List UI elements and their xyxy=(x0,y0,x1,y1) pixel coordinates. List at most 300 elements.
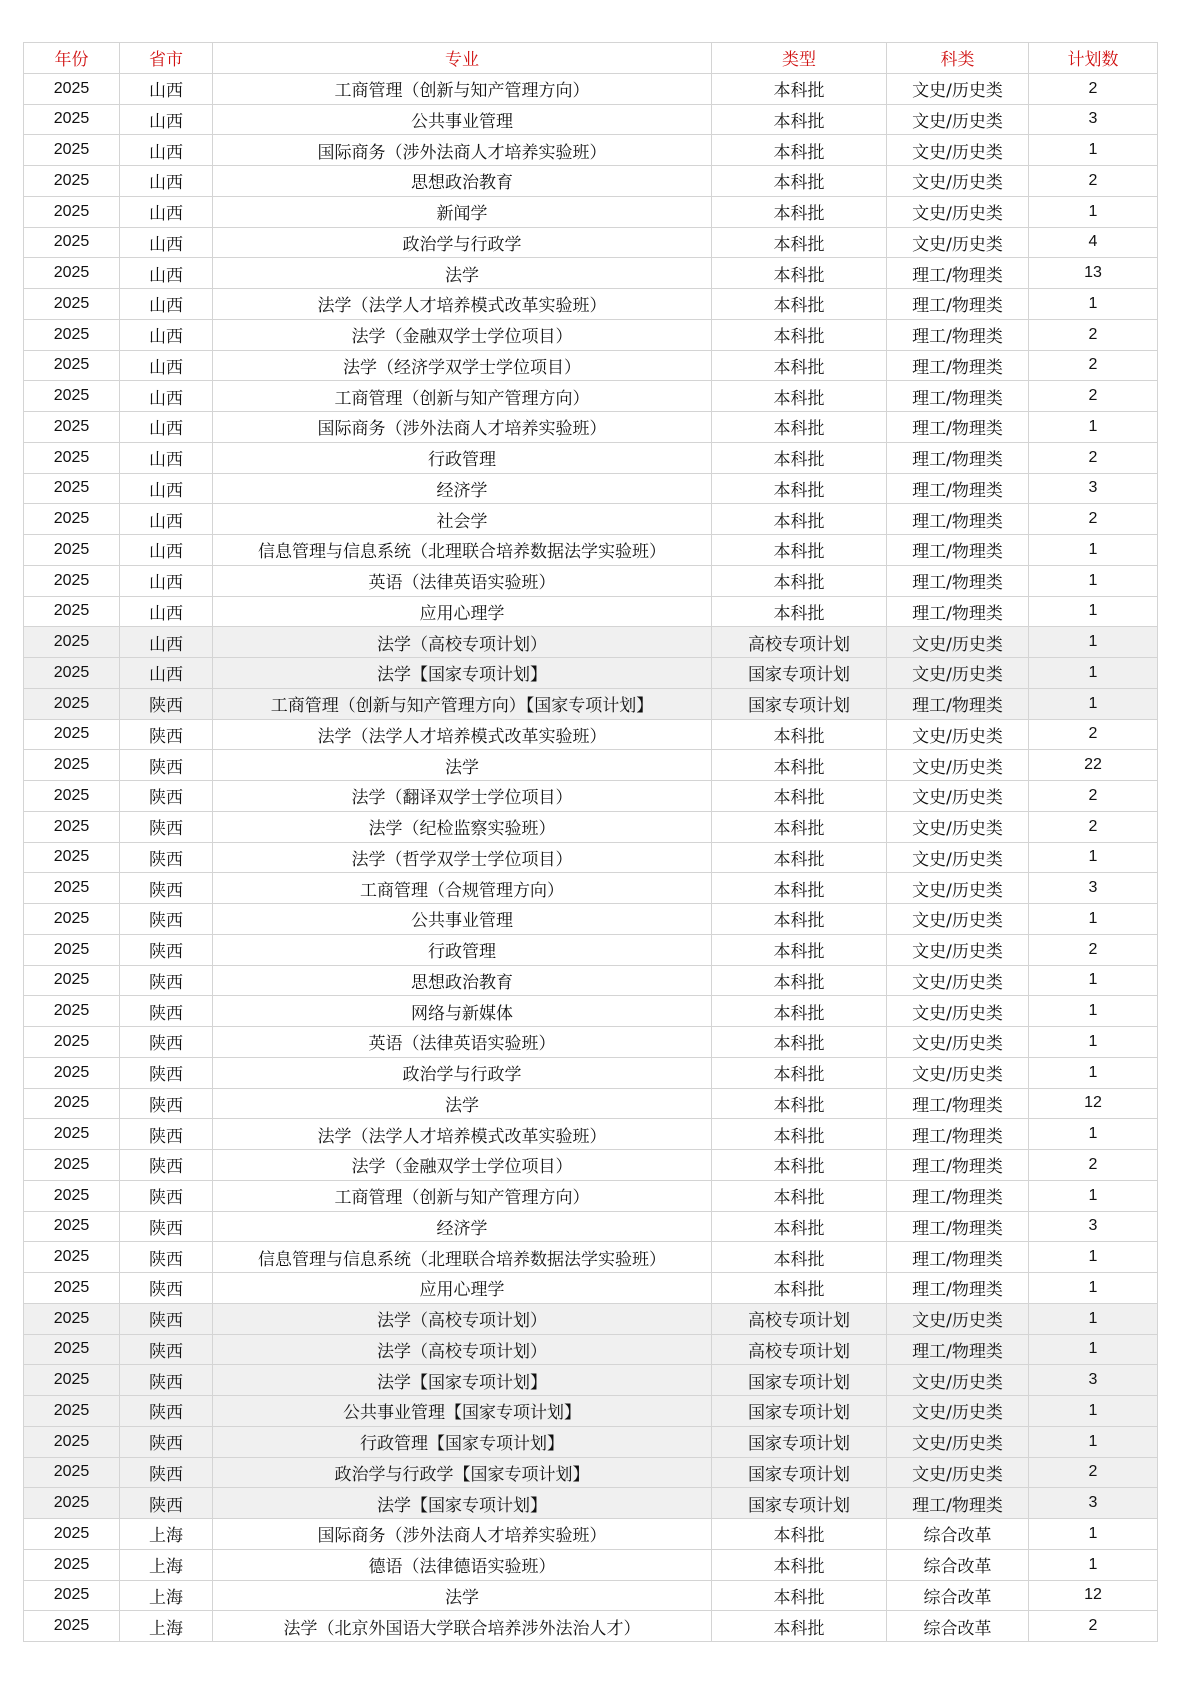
cell-province: 上海 xyxy=(120,1519,213,1550)
cell-type: 本科批 xyxy=(712,504,887,535)
cell-type: 国家专项计划 xyxy=(712,1426,887,1457)
cell-major: 国际商务（涉外法商人才培养实验班） xyxy=(213,135,712,166)
table-row xyxy=(24,350,1158,381)
cell-category: 综合改革 xyxy=(887,1580,1029,1611)
cell-category: 理工/物理类 xyxy=(887,350,1029,381)
cell-province: 陕西 xyxy=(120,719,213,750)
cell-type: 本科批 xyxy=(712,135,887,166)
table-row xyxy=(24,196,1158,227)
cell-plan-count: 3 xyxy=(1029,873,1158,904)
cell-plan-count: 1 xyxy=(1029,1273,1158,1304)
cell-year: 2025 xyxy=(24,196,120,227)
cell-type: 本科批 xyxy=(712,104,887,135)
cell-province: 陕西 xyxy=(120,904,213,935)
cell-year: 2025 xyxy=(24,1180,120,1211)
cell-year: 2025 xyxy=(24,873,120,904)
cell-plan-count: 2 xyxy=(1029,934,1158,965)
cell-plan-count: 1 xyxy=(1029,535,1158,566)
cell-type: 国家专项计划 xyxy=(712,658,887,689)
cell-category: 文史/历史类 xyxy=(887,965,1029,996)
table-row xyxy=(24,811,1158,842)
table-row xyxy=(24,104,1158,135)
cell-type: 本科批 xyxy=(712,781,887,812)
cell-type: 本科批 xyxy=(712,1519,887,1550)
cell-category: 理工/物理类 xyxy=(887,1180,1029,1211)
table-row xyxy=(24,904,1158,935)
cell-year: 2025 xyxy=(24,627,120,658)
cell-type: 本科批 xyxy=(712,166,887,197)
table-row xyxy=(24,1457,1158,1488)
cell-year: 2025 xyxy=(24,1488,120,1519)
table-row xyxy=(24,135,1158,166)
cell-plan-count: 1 xyxy=(1029,1057,1158,1088)
cell-category: 文史/历史类 xyxy=(887,1027,1029,1058)
cell-plan-count: 22 xyxy=(1029,750,1158,781)
cell-type: 本科批 xyxy=(712,719,887,750)
cell-major: 法学（哲学双学士学位项目） xyxy=(213,842,712,873)
table-row xyxy=(24,73,1158,104)
cell-year: 2025 xyxy=(24,258,120,289)
cell-category: 理工/物理类 xyxy=(887,1119,1029,1150)
cell-major: 工商管理（创新与知产管理方向） xyxy=(213,1180,712,1211)
cell-year: 2025 xyxy=(24,442,120,473)
cell-type: 本科批 xyxy=(712,412,887,443)
cell-plan-count: 2 xyxy=(1029,1150,1158,1181)
cell-province: 陕西 xyxy=(120,1365,213,1396)
cell-plan-count: 1 xyxy=(1029,196,1158,227)
cell-plan-count: 2 xyxy=(1029,381,1158,412)
cell-year: 2025 xyxy=(24,1519,120,1550)
cell-province: 陕西 xyxy=(120,996,213,1027)
cell-year: 2025 xyxy=(24,750,120,781)
cell-major: 经济学 xyxy=(213,1211,712,1242)
cell-type: 本科批 xyxy=(712,535,887,566)
cell-year: 2025 xyxy=(24,135,120,166)
cell-category: 文史/历史类 xyxy=(887,196,1029,227)
cell-year: 2025 xyxy=(24,289,120,320)
cell-plan-count: 1 xyxy=(1029,565,1158,596)
cell-category: 文史/历史类 xyxy=(887,1057,1029,1088)
cell-type: 本科批 xyxy=(712,1088,887,1119)
table-row xyxy=(24,873,1158,904)
cell-type: 国家专项计划 xyxy=(712,1488,887,1519)
cell-major: 公共事业管理【国家专项计划】 xyxy=(213,1396,712,1427)
cell-major: 思想政治教育 xyxy=(213,965,712,996)
cell-province: 山西 xyxy=(120,227,213,258)
cell-year: 2025 xyxy=(24,166,120,197)
cell-category: 理工/物理类 xyxy=(887,1150,1029,1181)
table-row xyxy=(24,473,1158,504)
cell-plan-count: 1 xyxy=(1029,289,1158,320)
cell-year: 2025 xyxy=(24,1273,120,1304)
cell-category: 理工/物理类 xyxy=(887,1242,1029,1273)
cell-plan-count: 1 xyxy=(1029,1549,1158,1580)
cell-year: 2025 xyxy=(24,104,120,135)
table-row xyxy=(24,627,1158,658)
cell-year: 2025 xyxy=(24,1211,120,1242)
header-type: 类型 xyxy=(712,43,887,74)
table-row xyxy=(24,319,1158,350)
table-body xyxy=(24,73,1158,1641)
cell-type: 本科批 xyxy=(712,750,887,781)
cell-plan-count: 2 xyxy=(1029,719,1158,750)
table-row xyxy=(24,965,1158,996)
cell-major: 法学 xyxy=(213,750,712,781)
cell-category: 文史/历史类 xyxy=(887,842,1029,873)
cell-category: 文史/历史类 xyxy=(887,1426,1029,1457)
cell-type: 本科批 xyxy=(712,258,887,289)
cell-province: 陕西 xyxy=(120,1242,213,1273)
cell-plan-count: 3 xyxy=(1029,104,1158,135)
cell-type: 本科批 xyxy=(712,1580,887,1611)
cell-province: 陕西 xyxy=(120,1457,213,1488)
table-row xyxy=(24,1150,1158,1181)
table-row xyxy=(24,1027,1158,1058)
cell-province: 山西 xyxy=(120,350,213,381)
cell-major: 法学【国家专项计划】 xyxy=(213,1488,712,1519)
cell-type: 高校专项计划 xyxy=(712,1303,887,1334)
cell-category: 文史/历史类 xyxy=(887,1365,1029,1396)
cell-category: 理工/物理类 xyxy=(887,319,1029,350)
cell-province: 陕西 xyxy=(120,1488,213,1519)
cell-plan-count: 3 xyxy=(1029,1211,1158,1242)
cell-category: 文史/历史类 xyxy=(887,104,1029,135)
table-row xyxy=(24,1488,1158,1519)
cell-province: 陕西 xyxy=(120,750,213,781)
cell-province: 山西 xyxy=(120,535,213,566)
cell-category: 文史/历史类 xyxy=(887,166,1029,197)
cell-major: 国际商务（涉外法商人才培养实验班） xyxy=(213,412,712,443)
cell-major: 公共事业管理 xyxy=(213,904,712,935)
cell-plan-count: 1 xyxy=(1029,1242,1158,1273)
cell-major: 应用心理学 xyxy=(213,596,712,627)
cell-province: 山西 xyxy=(120,627,213,658)
cell-year: 2025 xyxy=(24,412,120,443)
table-row xyxy=(24,781,1158,812)
cell-major: 政治学与行政学 xyxy=(213,227,712,258)
cell-type: 国家专项计划 xyxy=(712,1457,887,1488)
table-row xyxy=(24,442,1158,473)
cell-plan-count: 2 xyxy=(1029,504,1158,535)
table-row xyxy=(24,996,1158,1027)
cell-province: 陕西 xyxy=(120,1150,213,1181)
cell-year: 2025 xyxy=(24,1334,120,1365)
cell-type: 本科批 xyxy=(712,289,887,320)
header-province: 省市 xyxy=(120,43,213,74)
table-row xyxy=(24,166,1158,197)
cell-year: 2025 xyxy=(24,1365,120,1396)
table-row xyxy=(24,412,1158,443)
cell-type: 本科批 xyxy=(712,1242,887,1273)
cell-category: 文史/历史类 xyxy=(887,750,1029,781)
cell-major: 新闻学 xyxy=(213,196,712,227)
cell-category: 文史/历史类 xyxy=(887,627,1029,658)
cell-category: 文史/历史类 xyxy=(887,781,1029,812)
table-row xyxy=(24,535,1158,566)
table-row xyxy=(24,1334,1158,1365)
cell-province: 山西 xyxy=(120,104,213,135)
cell-province: 陕西 xyxy=(120,1303,213,1334)
cell-plan-count: 3 xyxy=(1029,1365,1158,1396)
cell-plan-count: 3 xyxy=(1029,473,1158,504)
cell-type: 本科批 xyxy=(712,1027,887,1058)
cell-major: 经济学 xyxy=(213,473,712,504)
cell-category: 文史/历史类 xyxy=(887,811,1029,842)
table-row xyxy=(24,719,1158,750)
cell-category: 理工/物理类 xyxy=(887,1488,1029,1519)
cell-plan-count: 2 xyxy=(1029,442,1158,473)
cell-category: 理工/物理类 xyxy=(887,688,1029,719)
cell-type: 本科批 xyxy=(712,1211,887,1242)
cell-major: 工商管理（创新与知产管理方向）【国家专项计划】 xyxy=(213,688,712,719)
table-row xyxy=(24,842,1158,873)
cell-category: 文史/历史类 xyxy=(887,1457,1029,1488)
cell-plan-count: 1 xyxy=(1029,1334,1158,1365)
cell-category: 理工/物理类 xyxy=(887,442,1029,473)
table-row xyxy=(24,596,1158,627)
cell-major: 法学（金融双学士学位项目） xyxy=(213,1150,712,1181)
cell-category: 综合改革 xyxy=(887,1549,1029,1580)
cell-plan-count: 2 xyxy=(1029,350,1158,381)
cell-year: 2025 xyxy=(24,473,120,504)
cell-category: 理工/物理类 xyxy=(887,289,1029,320)
cell-category: 文史/历史类 xyxy=(887,1303,1029,1334)
cell-year: 2025 xyxy=(24,842,120,873)
cell-plan-count: 1 xyxy=(1029,688,1158,719)
cell-province: 陕西 xyxy=(120,842,213,873)
table-row xyxy=(24,381,1158,412)
table-row xyxy=(24,658,1158,689)
cell-category: 文史/历史类 xyxy=(887,658,1029,689)
table-row xyxy=(24,1580,1158,1611)
table-row xyxy=(24,227,1158,258)
cell-year: 2025 xyxy=(24,535,120,566)
cell-plan-count: 1 xyxy=(1029,1027,1158,1058)
cell-major: 法学【国家专项计划】 xyxy=(213,1365,712,1396)
cell-category: 理工/物理类 xyxy=(887,1088,1029,1119)
table-row xyxy=(24,1242,1158,1273)
cell-major: 应用心理学 xyxy=(213,1273,712,1304)
cell-type: 高校专项计划 xyxy=(712,1334,887,1365)
cell-type: 本科批 xyxy=(712,1273,887,1304)
table-row xyxy=(24,750,1158,781)
cell-plan-count: 1 xyxy=(1029,1119,1158,1150)
cell-type: 本科批 xyxy=(712,381,887,412)
cell-plan-count: 12 xyxy=(1029,1580,1158,1611)
table-row xyxy=(24,1396,1158,1427)
cell-province: 山西 xyxy=(120,658,213,689)
cell-year: 2025 xyxy=(24,1242,120,1273)
table-row xyxy=(24,565,1158,596)
cell-year: 2025 xyxy=(24,996,120,1027)
cell-province: 陕西 xyxy=(120,1211,213,1242)
cell-type: 本科批 xyxy=(712,1150,887,1181)
cell-plan-count: 2 xyxy=(1029,1457,1158,1488)
table-row xyxy=(24,289,1158,320)
cell-major: 法学 xyxy=(213,258,712,289)
cell-province: 陕西 xyxy=(120,1273,213,1304)
cell-major: 法学（金融双学士学位项目） xyxy=(213,319,712,350)
cell-category: 理工/物理类 xyxy=(887,381,1029,412)
cell-major: 公共事业管理 xyxy=(213,104,712,135)
cell-major: 社会学 xyxy=(213,504,712,535)
cell-plan-count: 2 xyxy=(1029,166,1158,197)
cell-category: 文史/历史类 xyxy=(887,73,1029,104)
cell-plan-count: 2 xyxy=(1029,781,1158,812)
cell-plan-count: 13 xyxy=(1029,258,1158,289)
cell-major: 法学（经济学双学士学位项目） xyxy=(213,350,712,381)
cell-year: 2025 xyxy=(24,1611,120,1642)
cell-category: 理工/物理类 xyxy=(887,504,1029,535)
cell-plan-count: 12 xyxy=(1029,1088,1158,1119)
cell-year: 2025 xyxy=(24,504,120,535)
cell-year: 2025 xyxy=(24,1150,120,1181)
cell-year: 2025 xyxy=(24,1027,120,1058)
cell-major: 政治学与行政学 xyxy=(213,1057,712,1088)
cell-plan-count: 1 xyxy=(1029,135,1158,166)
cell-major: 法学（高校专项计划） xyxy=(213,1334,712,1365)
cell-major: 法学（法学人才培养模式改革实验班） xyxy=(213,719,712,750)
cell-major: 工商管理（合规管理方向） xyxy=(213,873,712,904)
cell-category: 文史/历史类 xyxy=(887,934,1029,965)
table-row xyxy=(24,1088,1158,1119)
cell-province: 陕西 xyxy=(120,811,213,842)
cell-category: 文史/历史类 xyxy=(887,719,1029,750)
cell-type: 国家专项计划 xyxy=(712,1365,887,1396)
cell-major: 法学（北京外国语大学联合培养涉外法治人才） xyxy=(213,1611,712,1642)
cell-major: 法学（纪检监察实验班） xyxy=(213,811,712,842)
cell-major: 法学【国家专项计划】 xyxy=(213,658,712,689)
cell-major: 法学 xyxy=(213,1088,712,1119)
cell-province: 山西 xyxy=(120,166,213,197)
cell-year: 2025 xyxy=(24,781,120,812)
cell-major: 行政管理 xyxy=(213,442,712,473)
table-row xyxy=(24,1180,1158,1211)
cell-province: 山西 xyxy=(120,381,213,412)
cell-year: 2025 xyxy=(24,227,120,258)
table-row xyxy=(24,1119,1158,1150)
cell-province: 山西 xyxy=(120,196,213,227)
cell-major: 行政管理【国家专项计划】 xyxy=(213,1426,712,1457)
cell-type: 本科批 xyxy=(712,1549,887,1580)
cell-plan-count: 2 xyxy=(1029,1611,1158,1642)
table-row xyxy=(24,1611,1158,1642)
cell-plan-count: 2 xyxy=(1029,73,1158,104)
cell-major: 信息管理与信息系统（北理联合培养数据法学实验班） xyxy=(213,535,712,566)
cell-province: 山西 xyxy=(120,258,213,289)
cell-major: 法学 xyxy=(213,1580,712,1611)
cell-year: 2025 xyxy=(24,1119,120,1150)
cell-category: 理工/物理类 xyxy=(887,258,1029,289)
cell-province: 陕西 xyxy=(120,1180,213,1211)
cell-plan-count: 3 xyxy=(1029,1488,1158,1519)
cell-province: 陕西 xyxy=(120,1027,213,1058)
cell-province: 山西 xyxy=(120,135,213,166)
table-row xyxy=(24,1273,1158,1304)
cell-province: 陕西 xyxy=(120,965,213,996)
cell-province: 山西 xyxy=(120,73,213,104)
cell-plan-count: 1 xyxy=(1029,904,1158,935)
cell-year: 2025 xyxy=(24,811,120,842)
cell-major: 信息管理与信息系统（北理联合培养数据法学实验班） xyxy=(213,1242,712,1273)
header-row xyxy=(24,43,1158,74)
cell-category: 理工/物理类 xyxy=(887,473,1029,504)
cell-type: 本科批 xyxy=(712,442,887,473)
cell-plan-count: 2 xyxy=(1029,319,1158,350)
header-major: 专业 xyxy=(213,43,712,74)
cell-category: 文史/历史类 xyxy=(887,1396,1029,1427)
cell-category: 文史/历史类 xyxy=(887,996,1029,1027)
cell-category: 文史/历史类 xyxy=(887,135,1029,166)
cell-province: 山西 xyxy=(120,442,213,473)
cell-plan-count: 2 xyxy=(1029,811,1158,842)
table-row xyxy=(24,1057,1158,1088)
cell-type: 国家专项计划 xyxy=(712,1396,887,1427)
cell-province: 陕西 xyxy=(120,781,213,812)
cell-major: 法学（高校专项计划） xyxy=(213,627,712,658)
cell-province: 山西 xyxy=(120,319,213,350)
cell-major: 法学（法学人才培养模式改革实验班） xyxy=(213,1119,712,1150)
cell-plan-count: 1 xyxy=(1029,658,1158,689)
cell-year: 2025 xyxy=(24,719,120,750)
cell-major: 法学（高校专项计划） xyxy=(213,1303,712,1334)
table-row xyxy=(24,688,1158,719)
table-row xyxy=(24,1519,1158,1550)
enrollment-plan-table xyxy=(23,42,1158,1642)
cell-type: 国家专项计划 xyxy=(712,688,887,719)
cell-category: 文史/历史类 xyxy=(887,873,1029,904)
cell-year: 2025 xyxy=(24,1549,120,1580)
cell-type: 高校专项计划 xyxy=(712,627,887,658)
cell-province: 陕西 xyxy=(120,934,213,965)
table-row xyxy=(24,258,1158,289)
cell-plan-count: 1 xyxy=(1029,965,1158,996)
cell-province: 山西 xyxy=(120,504,213,535)
cell-type: 本科批 xyxy=(712,596,887,627)
cell-major: 行政管理 xyxy=(213,934,712,965)
cell-province: 陕西 xyxy=(120,1426,213,1457)
cell-plan-count: 1 xyxy=(1029,842,1158,873)
cell-type: 本科批 xyxy=(712,1057,887,1088)
cell-year: 2025 xyxy=(24,1457,120,1488)
cell-major: 工商管理（创新与知产管理方向） xyxy=(213,381,712,412)
cell-plan-count: 1 xyxy=(1029,596,1158,627)
cell-type: 本科批 xyxy=(712,1611,887,1642)
cell-province: 陕西 xyxy=(120,1334,213,1365)
cell-category: 理工/物理类 xyxy=(887,535,1029,566)
cell-year: 2025 xyxy=(24,381,120,412)
cell-year: 2025 xyxy=(24,1426,120,1457)
cell-type: 本科批 xyxy=(712,965,887,996)
cell-type: 本科批 xyxy=(712,319,887,350)
table-row xyxy=(24,1211,1158,1242)
table-row xyxy=(24,1303,1158,1334)
cell-category: 理工/物理类 xyxy=(887,596,1029,627)
cell-major: 国际商务（涉外法商人才培养实验班） xyxy=(213,1519,712,1550)
cell-province: 陕西 xyxy=(120,873,213,904)
cell-year: 2025 xyxy=(24,1057,120,1088)
cell-major: 网络与新媒体 xyxy=(213,996,712,1027)
cell-year: 2025 xyxy=(24,565,120,596)
cell-plan-count: 1 xyxy=(1029,1426,1158,1457)
table-row xyxy=(24,504,1158,535)
table-row xyxy=(24,1365,1158,1396)
cell-plan-count: 1 xyxy=(1029,627,1158,658)
cell-major: 英语（法律英语实验班） xyxy=(213,1027,712,1058)
cell-plan-count: 1 xyxy=(1029,412,1158,443)
cell-type: 本科批 xyxy=(712,473,887,504)
cell-type: 本科批 xyxy=(712,904,887,935)
